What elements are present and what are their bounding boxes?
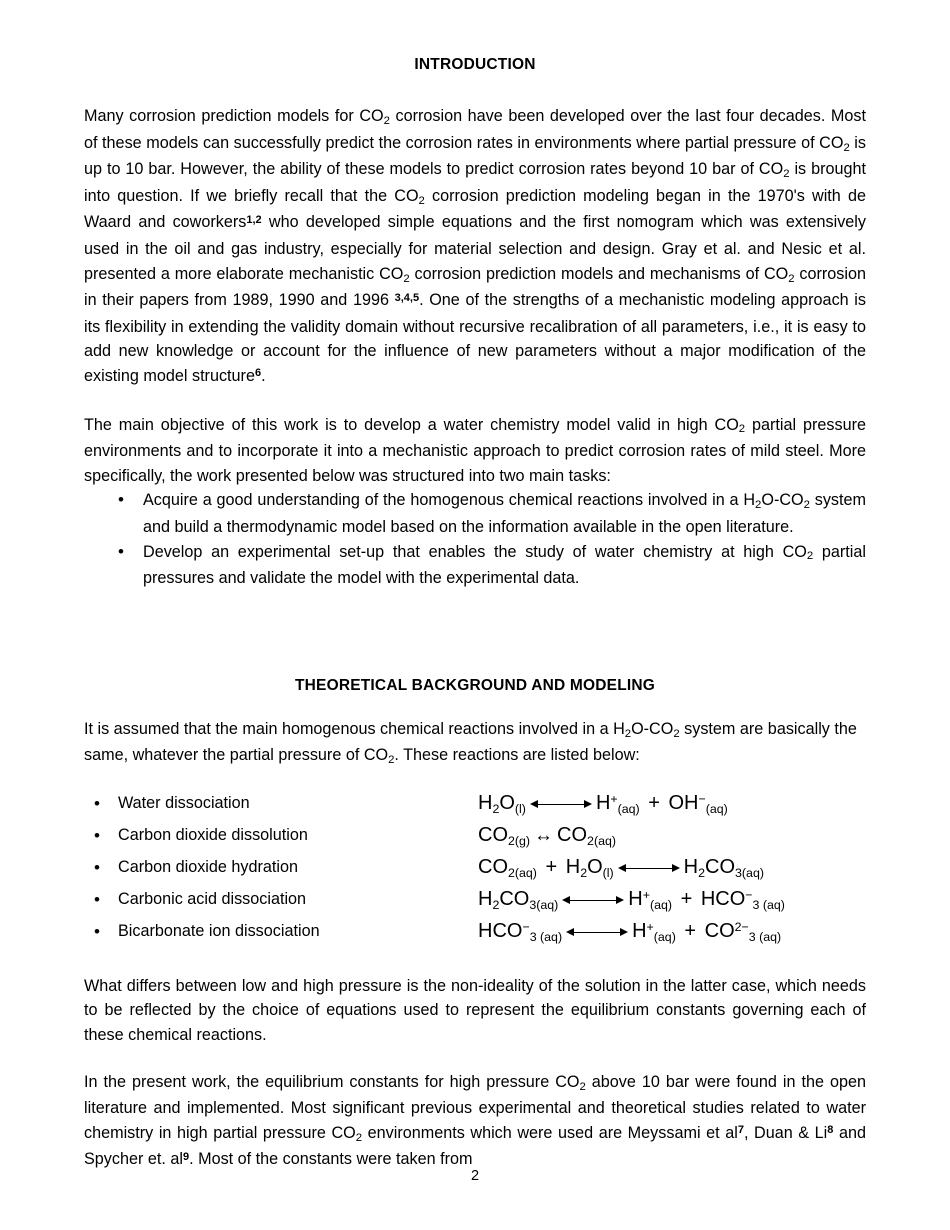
reaction-row (84, 824, 866, 856)
text-run: corrosion prediction modeling began in the 1970's with de Waard and coworkers (84, 186, 866, 232)
equilibrium-arrow-icon (566, 923, 628, 941)
subscript: 2 (673, 727, 680, 740)
text-run: , Duan & Li (743, 1123, 828, 1142)
formula-subscript: 2(aq) (587, 833, 616, 848)
formula-text: CO (478, 855, 508, 878)
subscript: 2 (738, 423, 746, 436)
subscript: 2 (403, 272, 410, 285)
formula-text: CO (704, 919, 735, 942)
text-run: above 10 bar were found in the open literature and implemented. Most significant previous experimental and theoretical studies related to water chemistry in high partial pressure CO (84, 1072, 866, 1142)
theoretical-paragraph-3 (84, 1070, 866, 1174)
chemical-reaction-list (84, 792, 866, 952)
reaction-name: Carbon dioxide hydration (118, 857, 298, 876)
text-run: environments which were used are Meyssami et al (362, 1123, 738, 1142)
reference-superscript: 3,4,5 (394, 291, 420, 304)
formula-text: HCO (478, 919, 523, 942)
formula-subscript: (aq) (705, 801, 728, 816)
subscript: 2 (755, 499, 762, 512)
formula-subscript: 2 (492, 801, 500, 816)
introduction-paragraph-1 (84, 104, 866, 391)
subscript: 2 (383, 114, 390, 127)
formula-subscript: 3(aq) (735, 865, 764, 880)
subscript: 2 (388, 754, 395, 767)
plus-sign: + (642, 791, 666, 814)
formula-text: O (499, 791, 515, 814)
reaction-name: Water dissociation (118, 793, 250, 812)
text-run: system are basically the same, whatever the partial pressure of CO (84, 719, 857, 765)
subscript: 2 (355, 1131, 363, 1144)
formula-superscript: 2− (734, 920, 749, 935)
formula-subscript: (aq) (617, 801, 640, 816)
reaction-name: Bicarbonate ion dissociation (118, 921, 320, 940)
theoretical-paragraph-2 (84, 974, 866, 1048)
text-run: It is assumed that the main homogenous chemical reactions involved in a H (84, 719, 625, 738)
introduction-heading: INTRODUCTION (414, 56, 536, 73)
subscript: 2 (418, 194, 425, 207)
formula-text: HCO (700, 887, 746, 910)
text-run: . One of the strengths of a mechanistic modeling approach is its flexibility in extending the validity domain without recursive recalibration of all parameters, i.e., it is easy to add new knowledge or account for the influence of new parameters without a major modification of the existing model structure (84, 291, 866, 385)
reaction-equation (478, 856, 764, 880)
formula-subscript: 3(aq) (529, 897, 559, 912)
subscript: 2 (843, 141, 850, 154)
formula-text: O (587, 855, 603, 878)
subscript: 2 (624, 727, 632, 740)
formula-text: CO (705, 855, 736, 878)
text-run: Many corrosion prediction models for CO (84, 107, 384, 125)
text-run: What differs between low and high pressure is the non-ideality of the solution in the latter case, which needs to be reflected by the choice of equations used to represent the equilibrium constants governing each of these chemical reactions. (84, 976, 866, 1045)
formula-subscript: (l) (514, 801, 526, 816)
reference-superscript: 8 (827, 1124, 834, 1137)
formula-subscript: (aq) (653, 929, 676, 944)
equilibrium-arrow-icon (530, 795, 592, 813)
equilibrium-arrow-icon (562, 891, 624, 909)
introduction-paragraph-2 (84, 413, 866, 489)
plus-sign: + (678, 919, 702, 942)
formula-text: CO (557, 823, 588, 846)
text-run: corrosion have been developed over the last four decades. Most of these models can successfully predict the corrosion rates in environments where partial pressure of CO (84, 107, 866, 152)
formula-superscript: − (522, 920, 530, 935)
formula-subscript: 2(aq) (508, 865, 537, 880)
page-number: 2 (470, 1168, 480, 1184)
text-run: is up to 10 bar. However, the ability of these models to predict corrosion rates beyond 10 bar of CO (84, 133, 867, 179)
text-run: corrosion prediction models and mechanisms of CO (409, 264, 789, 283)
formula-text: H (628, 887, 643, 910)
text-run: system and build a thermodynamic model based on the information available in the open literature. (143, 491, 867, 536)
text-run: Acquire a good understanding of the homogenous chemical reactions involved in a H (143, 491, 756, 510)
theoretical-background-heading: THEORETICAL BACKGROUND AND MODELING (294, 676, 656, 694)
text-run: . These reactions are listed below: (394, 746, 640, 765)
subscript: 2 (788, 272, 795, 285)
reaction-row (84, 920, 866, 952)
formula-superscript: − (698, 792, 706, 807)
subscript: 2 (806, 550, 814, 563)
text-run: corrosion in their papers from 1989, 1990 and 1996 (84, 264, 867, 310)
plus-sign: + (539, 855, 563, 878)
text-run: is brought into question. If we briefly recall that the CO (84, 160, 866, 205)
formula-subscript: 3 (aq) (529, 929, 563, 944)
formula-text: H (478, 887, 493, 910)
list-item (84, 488, 866, 539)
reaction-row (84, 856, 866, 888)
text-run: O-CO (631, 719, 674, 738)
text-run: In the present work, the equilibrium constants for high pressure CO (84, 1072, 580, 1091)
equilibrium-arrow-icon: ↔ (534, 824, 554, 846)
text-run: who developed simple equations and the first nomogram which was extensively used in the oil and gas industry, especially for material selection and design. Gray et al. and Nesic et al. presented a more elaborate mechanistic CO (84, 213, 866, 283)
formula-subscript: 2(g) (508, 833, 531, 848)
text-run: partial pressure environments and to incorporate it into a mechanistic approach to predict corrosion rates of mild steel. More specifically, the work presented below was structured into two main tasks: (84, 415, 866, 485)
text-run: O-CO (761, 491, 804, 510)
formula-text: OH (668, 791, 699, 814)
formula-superscript: + (610, 792, 618, 807)
subscript: 2 (803, 499, 810, 512)
formula-subscript: 2 (492, 897, 500, 912)
formula-superscript: + (646, 920, 654, 935)
formula-text: H (595, 791, 611, 814)
reaction-name: Carbonic acid dissociation (118, 889, 307, 908)
list-item (84, 540, 866, 591)
subscript: 2 (783, 168, 790, 181)
plus-sign: + (675, 887, 698, 910)
task-bullet-list (84, 488, 866, 590)
text-run: Develop an experimental set-up that enables the study of water chemistry at high CO (143, 542, 807, 561)
formula-superscript: − (745, 888, 753, 903)
formula-subscript: (aq) (650, 897, 673, 912)
reaction-equation (478, 888, 785, 912)
text-run: . Most of the constants were taken from (189, 1150, 473, 1169)
reference-superscript: 1,2 (246, 213, 262, 226)
formula-text: H (683, 855, 699, 878)
reaction-equation (478, 792, 728, 816)
equilibrium-arrow-icon (618, 859, 680, 877)
formula-text: CO (499, 887, 530, 910)
page-content (84, 0, 866, 1174)
reaction-name: Carbon dioxide dissolution (118, 825, 308, 844)
reference-superscript: 9 (182, 1150, 190, 1163)
reference-superscript: 6 (254, 367, 262, 380)
formula-subscript: 3 (748, 929, 756, 944)
formula-subscript: (aq) (755, 929, 782, 944)
formula-text: H (478, 791, 493, 814)
formula-subscript: 3 (aq) (752, 897, 785, 912)
formula-text: CO (478, 823, 508, 846)
formula-subscript: (l) (602, 865, 614, 880)
reaction-row (84, 888, 866, 920)
reaction-equation (478, 920, 781, 944)
text-run: and Spycher et. al (84, 1123, 866, 1169)
text-run: . (261, 366, 266, 385)
text-run: The main objective of this work is to develop a water chemistry model valid in high CO (84, 415, 739, 434)
theoretical-paragraph-1 (84, 717, 866, 770)
text-run: partial pressures and validate the model with the experimental data. (143, 542, 866, 588)
reaction-row (84, 792, 866, 824)
subscript: 2 (579, 1080, 586, 1093)
reference-superscript: 7 (737, 1124, 744, 1137)
reaction-equation (478, 824, 616, 848)
formula-text: H (565, 855, 581, 878)
formula-subscript: 2 (580, 865, 588, 880)
formula-superscript: + (642, 888, 650, 903)
formula-subscript: 2 (698, 865, 706, 880)
formula-text: H (632, 919, 647, 942)
